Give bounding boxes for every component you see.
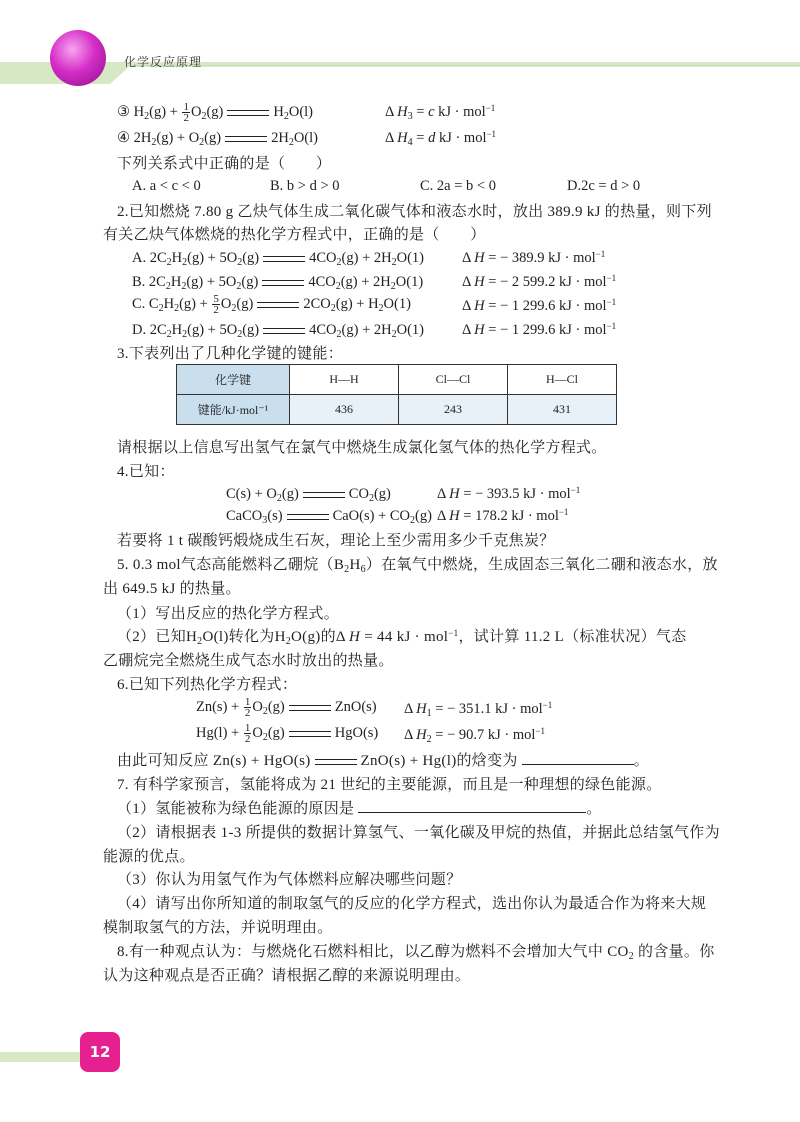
- q7-stem: 7. 有科学家预言，氢能将成为 21 世纪的主要能源，而且是一种理想的绿色能源。: [117, 777, 662, 793]
- q6-equation-2: Hg(l) + $\frac{1}{2}$ $O_2(g)$ HgO(s): [196, 722, 379, 746]
- q2-option-b: B. $2C_2H_2(g) + 5O_2(g) 4CO_2(g) + 2H_2O(1)$: [132, 274, 424, 292]
- q7-sub-3: （3）你认为用氢气作为气体燃料应解决哪些问题？: [117, 872, 462, 888]
- q7-sub-2-line-1: （2）请根据表 1-3 所提供的数据计算氢气、一氧化碳及甲烷的热值，并据此总结氢气作为: [117, 825, 720, 841]
- q7-sub-1: （1）氢能被称为绿色能源的原因是 。: [117, 797, 602, 818]
- q1-question: 下列关系式中正确的是（ ）: [117, 156, 332, 172]
- q4-stem: 4.已知：: [117, 464, 175, 480]
- q4-equation-1-enthalpy: Δ H = − 393.5 kJ · mol$^{-1}$: [437, 485, 581, 502]
- q6-stem: 6.已知下列热化学方程式：: [117, 677, 298, 693]
- q5-sub-2-c: 的: [320, 629, 336, 645]
- table-header-hcl: H—Cl: [508, 365, 617, 395]
- q7-answer-blank[interactable]: [358, 798, 586, 813]
- q5-line-1-end: ）在氧气中燃烧，生成固态三氧化二硼和液态水，放: [365, 557, 718, 573]
- q5-line-1-start: 5. 0.3 mol气态高能燃料乙硼烷（: [117, 557, 334, 573]
- q2-option-d: D. $2C_2H_2(g) + 5O_2(g) 4CO_2(g) + 2H_2O(1)$: [132, 322, 424, 340]
- q6-question-a: 由此可知反应: [117, 753, 209, 769]
- q4-equation-2-enthalpy: Δ H = 178.2 kJ · mol$^{-1}$: [437, 507, 569, 524]
- q2-option-c: C. $C_2H_2(g)$ + $\frac{5}{2}$ $O_2(g) 2CO_2(g) + H_2O(1)$: [132, 293, 411, 317]
- q2-option-b-enthalpy: Δ H = − 2 599.2 kJ · mol$^{-1}$: [462, 273, 617, 290]
- table-header-hh: H—H: [290, 365, 399, 395]
- q4-equation-2: CaCO$_3$(s) $CaO(s) + CO_2(g)$: [226, 508, 432, 526]
- equation-3: ③ $H_2(g)$ + $\frac{1}{2}$ $O_2(g)$ $H_2O(l)$: [117, 101, 314, 125]
- table-cell-hh: 436: [290, 395, 399, 425]
- q8-line-1-a: 8.有一种观点认为：与燃烧化石燃料相比，以乙醇为燃料不会增加大气中: [117, 944, 604, 960]
- equation-4-enthalpy: Δ $H_4 = d$ kJ · mol$^{-1}$: [385, 129, 497, 148]
- equation-3-enthalpy: Δ $H_3 = c$ kJ · mol$^{-1}$: [385, 103, 496, 122]
- q2-line-1: 2.已知燃烧 7.80 g 乙炔气体生成二氧化碳气体和液态水时，放出 389.9 kJ 的热量，则下列: [117, 204, 712, 220]
- q1-option-a: A. a < c < 0: [132, 178, 201, 194]
- q8-line-2: 认为这种观点是否正确？请根据乙醇的来源说明理由。: [103, 968, 471, 984]
- q6-answer-blank[interactable]: [522, 750, 634, 765]
- q1-option-b: B. b > d > 0: [270, 178, 340, 194]
- q6-equation-1-enthalpy: Δ $H_1$ = − 351.1 kJ · mol$^{-1}$: [404, 700, 553, 719]
- header-title: 化学反应原理: [124, 55, 203, 69]
- q6-question: 由此可知反应 Zn(s) + HgO(s) ZnO(s) + Hg(l)的焓变为 。: [117, 749, 649, 770]
- q4-equation-1: $C(s) + O_2(g)$ $CO_2(g)$: [226, 486, 391, 504]
- table-cell-hcl: 431: [508, 395, 617, 425]
- header-bar-graphic: [0, 62, 800, 84]
- q6-question-b: 的焓变为: [456, 753, 518, 769]
- header-circle-logo: [50, 30, 106, 86]
- q8-line-1-b: 的含量。你: [638, 944, 715, 960]
- q7-sub-4-line-2: 模制取氢气的方法，并说明理由。: [103, 920, 333, 936]
- table-cell-clcl: 243: [399, 395, 508, 425]
- q3-question: 请根据以上信息写出氢气在氯气中燃烧生成氯化氢气体的热化学方程式。: [117, 440, 607, 456]
- q1-option-d: D.2c = d > 0: [567, 178, 641, 194]
- q6-equation-1: Zn(s) + $\frac{1}{2}$ $O_2(g)$ ZnO(s): [196, 696, 377, 720]
- q5-sub-2-d: ，试计算 11.2 L（标准状况）气态: [458, 629, 687, 645]
- q1-option-c: C. 2a = b < 0: [420, 178, 496, 194]
- equation-4: ④ $2H_2(g) + O_2(g)$ $2H_2O(l)$: [117, 130, 318, 148]
- table-row-label: 键能/kJ·mol⁻¹: [177, 395, 290, 425]
- q2-option-a-enthalpy: Δ H = − 389.9 kJ · mol$^{-1}$: [462, 249, 606, 266]
- q7-sub-1-text: （1）氢能被称为绿色能源的原因是: [117, 801, 355, 817]
- q2-line-2: 有关乙炔气体燃烧的热化学方程式中，正确的是（ ）: [103, 227, 486, 243]
- q5-line-1: 5. 0.3 mol气态高能燃料乙硼烷$(B_2H_6)$在氧气中燃烧，生成固态三氧化二硼和液态水，放: [117, 557, 718, 575]
- q3-stem: 3.下表列出了几种化学键的键能：: [117, 346, 344, 362]
- q2-option-d-enthalpy: Δ H = − 1 299.6 kJ · mol$^{-1}$: [462, 321, 617, 338]
- q7-sub-4-line-1: （4）请写出你所知道的制取氢气的反应的化学方程式，选出你认为最适合作为将来大规: [117, 896, 707, 912]
- q6-equation-2-enthalpy: Δ $H_2$ = − 90.7 kJ · mol$^{-1}$: [404, 726, 545, 745]
- table-header-clcl: Cl—Cl: [399, 365, 508, 395]
- q5-sub-1: （1）写出反应的热化学方程式。: [117, 606, 340, 622]
- table-header-bond: 化学键: [177, 365, 290, 395]
- q5-line-2: 出 649.5 kJ 的热量。: [103, 581, 241, 597]
- q2-option-a: A. $2C_2H_2(g) + 5O_2(g) 4CO_2(g) + 2H_2O(1)$: [132, 250, 424, 268]
- footer-bar: [0, 1052, 86, 1062]
- header-bar: [0, 62, 800, 84]
- q5-sub-2-line-1: （2）已知$H_2O(l)$转化为$H_2O(g)$的Δ H = 44 kJ · mol$^{-1}$，试计算 11.2 L（标准状况）气态: [117, 628, 687, 647]
- q5-sub-2-a: （2）已知: [117, 629, 187, 645]
- q8-line-1: 8.有一种观点认为：与燃烧化石燃料相比，以乙醇为燃料不会增加大气中 $CO_2$ 的含量。你: [117, 944, 715, 962]
- q5-sub-2-line-2: 乙硼烷完全燃烧生成气态水时放出的热量。: [103, 653, 394, 669]
- q2-option-c-enthalpy: Δ H = − 1 299.6 kJ · mol$^{-1}$: [462, 297, 617, 314]
- q4-question: 若要将 1 t 碳酸钙煅烧成生石灰，理论上至少需用多少千克焦炭？: [117, 533, 555, 549]
- page-number-badge: 12: [80, 1032, 120, 1072]
- q5-sub-2-b: 转化为: [228, 629, 275, 645]
- bond-energy-table: [176, 364, 617, 425]
- q7-sub-2-line-2: 能源的优点。: [103, 849, 195, 865]
